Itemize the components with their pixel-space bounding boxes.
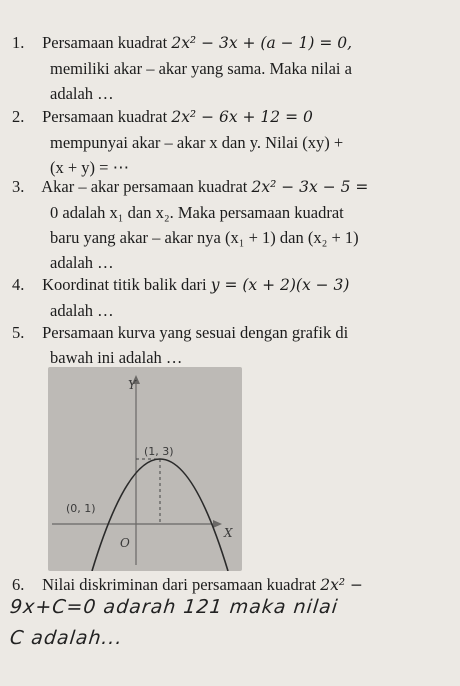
question-3 bbox=[12, 174, 452, 275]
equation: 2x² − bbox=[320, 576, 363, 594]
question-text: adalah … bbox=[50, 253, 114, 272]
question-text: adalah … bbox=[50, 84, 114, 103]
question-text: Koordinat titik balik dari bbox=[42, 275, 207, 294]
parabola-graph bbox=[48, 367, 242, 571]
question-text: baru yang akar – akar nya (x₁ + 1) dan (x₂ + 1) bbox=[50, 228, 359, 247]
question-text: bawah ini adalah … bbox=[50, 348, 183, 367]
question-text: Persamaan kurva yang sesuai dengan grafik di bbox=[42, 323, 349, 342]
question-6 bbox=[12, 572, 452, 598]
y-axis-label: Y bbox=[128, 378, 136, 392]
question-text: memiliki akar – akar yang sama. Maka nilai a bbox=[50, 59, 352, 78]
origin-label: O bbox=[120, 536, 130, 550]
question-number: 5. bbox=[12, 323, 25, 342]
equation: 2x² − 3x + (a − 1) = 0, bbox=[171, 34, 353, 52]
x-axis-arrow bbox=[213, 520, 222, 528]
equation: y = (x + 2)(x − 3) bbox=[210, 276, 350, 294]
y-intercept-label: (0, 1) bbox=[66, 502, 96, 515]
question-text: adalah … bbox=[50, 301, 114, 320]
question-number: 4. bbox=[12, 275, 25, 294]
question-text: 0 adalah x₁ dan x₂. Maka persamaan kuadrat bbox=[50, 203, 344, 222]
vertex-label: (1, 3) bbox=[144, 445, 174, 458]
question-number: 1. bbox=[12, 33, 25, 52]
handwritten-line-1: 9x+C=0 adarah 121 maka nilai bbox=[8, 596, 340, 618]
question-text: (x + y) = ⋯ bbox=[50, 158, 130, 177]
question-text: Persamaan kuadrat bbox=[42, 33, 168, 52]
question-text: Nilai diskriminan dari persamaan kuadrat bbox=[42, 575, 317, 594]
question-5 bbox=[12, 320, 452, 370]
question-number: 6. bbox=[12, 575, 25, 594]
equation: 2x² − 6x + 12 = 0 bbox=[171, 108, 313, 126]
question-4 bbox=[12, 272, 452, 323]
question-2 bbox=[12, 104, 452, 180]
graph-canvas bbox=[48, 367, 242, 571]
question-1 bbox=[12, 30, 452, 106]
question-number: 3. bbox=[12, 177, 25, 196]
question-text: mempunyai akar – akar x dan y. Nilai (xy) + bbox=[50, 133, 344, 152]
question-text: Akar – akar persamaan kuadrat bbox=[41, 177, 248, 196]
x-axis-label: X bbox=[224, 526, 233, 540]
handwritten-line-2: C adalah... bbox=[8, 627, 124, 649]
question-text: Persamaan kuadrat bbox=[42, 107, 168, 126]
question-number: 2. bbox=[12, 107, 25, 126]
equation: 2x² − 3x − 5 = bbox=[251, 178, 369, 196]
